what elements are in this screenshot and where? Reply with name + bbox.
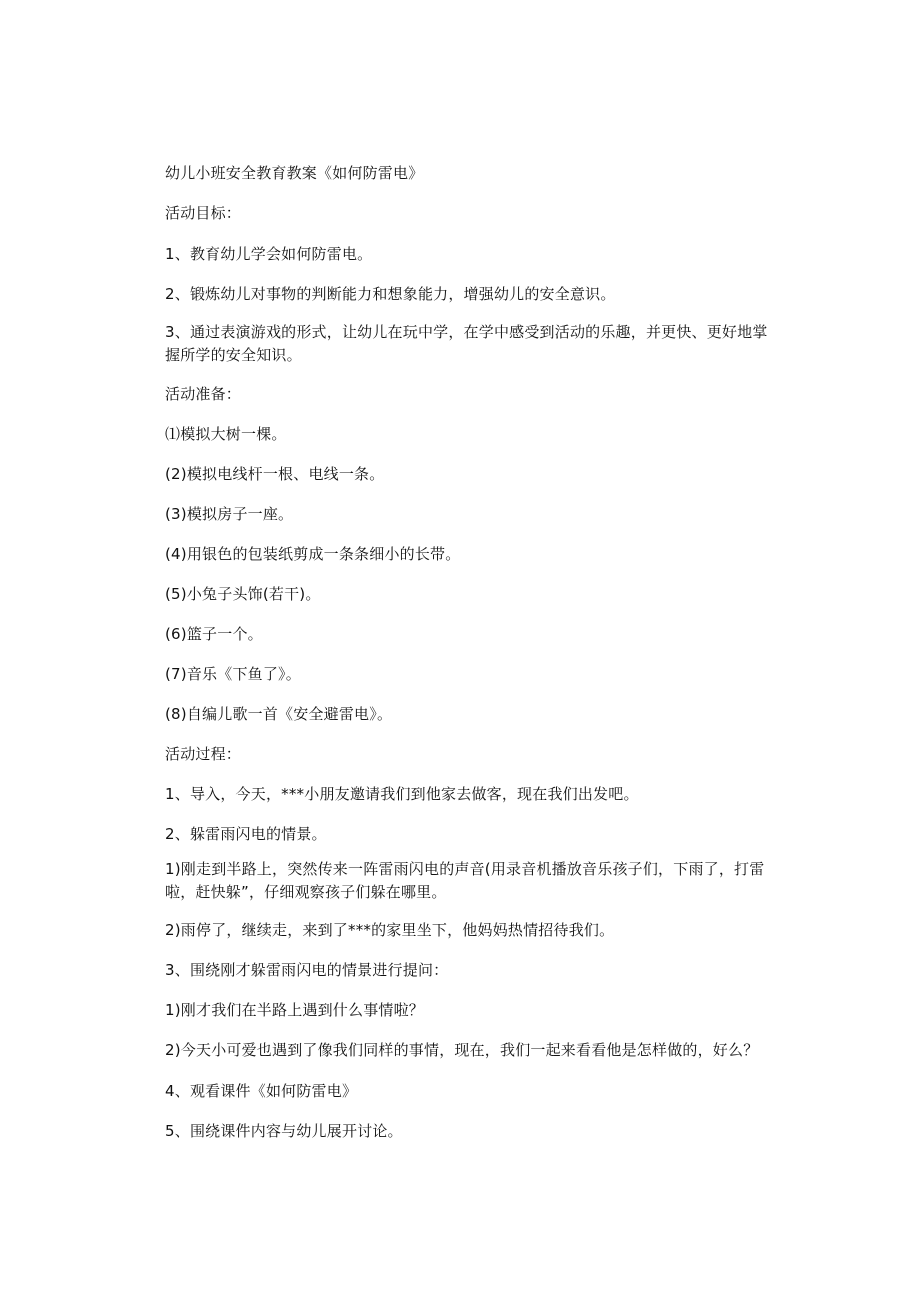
process-item-2-2: 2)雨停了，继续走，来到了***的家里坐下，他妈妈热情招待我们。 — [165, 921, 615, 939]
process-item-3-1: 1)刚才我们在半路上遇到什么事情啦？ — [165, 1001, 424, 1019]
process-item-2-1: 1)刚走到半路上，突然传来一阵雷雨闪电的声音(用录音机播放音乐孩子们，下雨了，打雷啦，赶快躲”，仔细观察孩子们躲在哪里。 — [165, 860, 765, 901]
process-item-4: 4、观看课件《如何防雷电》 — [165, 1082, 358, 1100]
process-heading: 活动过程： — [165, 745, 242, 763]
process-item-3-2: 2)今天小可爱也遇到了像我们同样的事情，现在，我们一起来看看他是怎样做的，好么？ — [165, 1041, 759, 1059]
goal-item-3: 3、通过表演游戏的形式，让幼儿在玩中学，在学中感受到活动的乐趣，并更快、更好地掌握所学的安全知识。 — [165, 323, 768, 364]
document-title: 幼儿小班安全教育教案《如何防雷电》 — [165, 164, 424, 182]
prep-item-4: (4)用银色的包装纸剪成一条条细小的长带。 — [165, 545, 461, 563]
prep-item-6: (6)篮子一个。 — [165, 625, 263, 643]
prep-item-1: ⑴模拟大树一棵。 — [165, 425, 287, 443]
prep-item-2: (2)模拟电线杆一根、电线一条。 — [165, 465, 385, 483]
prep-item-5: (5)小兔子头饰(若干)。 — [165, 585, 321, 603]
prep-heading: 活动准备： — [165, 385, 242, 403]
process-item-5: 5、围绕课件内容与幼儿展开讨论。 — [165, 1122, 403, 1140]
prep-item-3: (3)模拟房子一座。 — [165, 505, 294, 523]
process-item-1: 1、导入，今天，***小朋友邀请我们到他家去做客，现在我们出发吧。 — [165, 785, 639, 803]
process-item-2: 2、躲雷雨闪电的情景。 — [165, 825, 327, 843]
prep-item-8: (8)自编儿歌一首《安全避雷电》。 — [165, 705, 393, 723]
process-item-3: 3、围绕刚才躲雷雨闪电的情景进行提问： — [165, 961, 449, 979]
goal-item-1: 1、教育幼儿学会如何防雷电。 — [165, 245, 373, 263]
goal-item-2: 2、锻炼幼儿对事物的判断能力和想象能力，增强幼儿的安全意识。 — [165, 285, 616, 303]
prep-item-7: (7)音乐《下鱼了》。 — [165, 665, 301, 683]
goals-heading: 活动目标： — [165, 204, 242, 222]
